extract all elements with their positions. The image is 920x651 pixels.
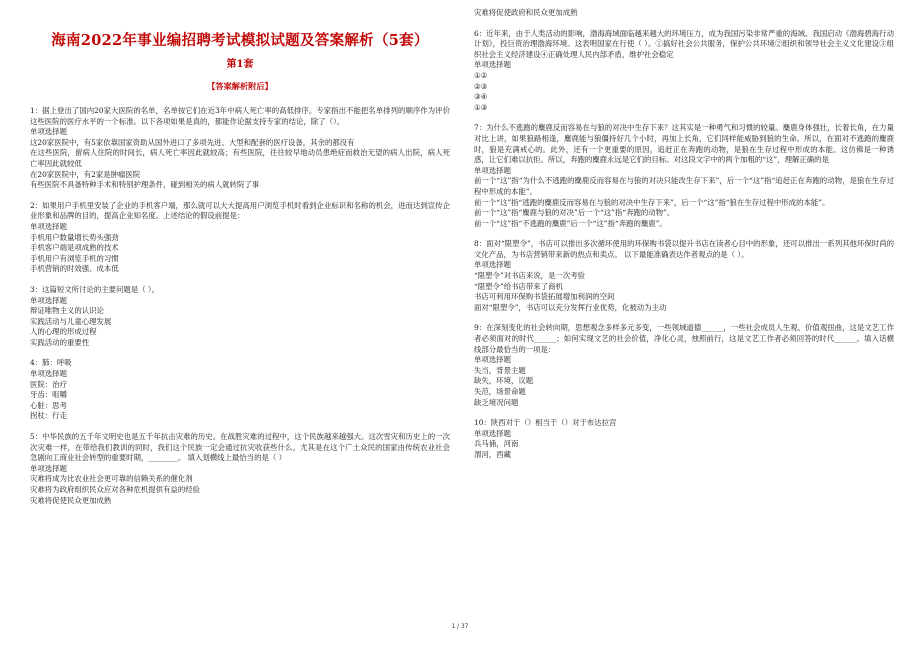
- answer-option: 失当，背景主题: [474, 365, 526, 375]
- question-type: 单项选择题: [474, 60, 511, 70]
- answer-option: 前一个“这”指“逃跑的麋鹿反而容易在与狼的对决中生存下来”，后一个“这”指“狼在生存过程中形成的本能”。: [474, 197, 830, 207]
- carryover-option-text: 灾难将促使政府和民众更加成熟: [474, 8, 578, 17]
- answer-option: 前一个“这”指“不逃跑的麋鹿”后一个“这”指“奔跑的麋鹿”。: [474, 218, 667, 228]
- question-type: 单项选择题: [30, 463, 67, 473]
- answer-option: 实践活动的重要性: [30, 337, 90, 347]
- question-type: 单项选择题: [474, 428, 511, 438]
- left-question-list: [30, 106, 450, 506]
- answer-option: 心脏：思考: [30, 400, 67, 410]
- carryover-option: [474, 8, 894, 19]
- right-column: [474, 8, 894, 471]
- answer-option: 前一个“这”指“为什么不逃跑的麋鹿反而容易在与狼的对决只能改生存下来”，后一个“这”指“追赶正在奔跑的动物，是狼在生存过程中形成的本能”。: [474, 176, 894, 196]
- set-title: 第1套: [226, 59, 254, 70]
- answer-option: 牙齿：咀嚼: [30, 390, 67, 400]
- question-block: [474, 29, 894, 114]
- answer-option: 手机营销的时效强、成本低: [30, 264, 119, 274]
- question-stem: 9：在深刻变化的社会转向期，思想观念多样多元多变，一些领域道德______，一些社会成员人生观、价值观扭曲，这是文艺工作者必须面对的时代______；如何实现文艺的社会价值，净化心灵，烛照前行，这是文艺工作者必须回答的时代______。填入话横线部分最恰当的一项是：: [474, 323, 894, 354]
- answer-option: 辩证唯物主义的认识论: [30, 306, 104, 316]
- answer-option: 渭河，西藏: [474, 449, 511, 459]
- answer-option: 兵马俑，河南: [474, 439, 519, 449]
- answer-option: “限塑令”给书店带来了商机: [474, 281, 563, 291]
- answer-option: 有些医院不具备特种手术和特别护理条件，碰到相关的病人就转院了事: [30, 180, 260, 190]
- page-number: 1 / 37: [451, 624, 469, 630]
- question-stem: 2：如果用户手机里安装了企业的手机客户端，那么就可以大大提高用户浏览手机时看到企业标识和名称的机会，进而达到宣传企业形象和品牌的目的，提高企业知名度。上述结论的假设前提是：: [30, 200, 450, 221]
- question-block: [30, 358, 450, 422]
- question-type: 单项选择题: [30, 295, 67, 305]
- question-block: [30, 285, 450, 349]
- answer-option: 缺乏境况问题: [474, 397, 519, 407]
- question-type: 单项选择题: [30, 127, 67, 137]
- question-type: 单项选择题: [474, 260, 511, 270]
- answer-option: 缺失，环境，议题: [474, 376, 534, 386]
- answer-option: 灾难将促使民众更加成熟: [30, 495, 112, 505]
- question-stem: 4：肺：呼吸: [30, 358, 72, 368]
- question-type: 单项选择题: [474, 355, 511, 365]
- document-title: 海南2022年事业编招聘考试模拟试题及答案解析（5套）: [51, 32, 429, 49]
- answer-option: 灾难将为政府组织民众应对各种危机提供有益的经验: [30, 485, 200, 494]
- question-stem: 3：这篇短文所讨论的主要问题是（ ）。: [30, 284, 159, 294]
- answer-option: 前一个“这”指“麋鹿与狼的对决”后一个“这”指“奔跑的动物”。: [474, 208, 675, 218]
- question-block: [30, 201, 450, 275]
- question-block: [474, 239, 894, 313]
- question-stem: 8：面对“限塑令”，书店可以推出多次循环使用的环保购书袋以提升书店在读者心目中的形象，还可以推出一系列其他环保时尚的文化产品，为书店营销带来新的热点和卖点。 以下最能准确表达作者观点的是（ ）。: [474, 239, 894, 259]
- answer-option: 手机客户端是项成熟的技术: [30, 243, 119, 253]
- answer-option: 这20家医院中，有5家依靠国家资助从国外进口了多项先进、大型和配套的医疗设备，其余的都没有: [30, 137, 355, 147]
- answer-option: 灾难将成为比农业社会更可靠的信赖关系的催化剂: [30, 474, 193, 484]
- answer-option: 人的心理的形成过程: [30, 327, 97, 337]
- question-stem: 1：据上登出了国内20家大医院的名单，名单按它们在近3年中病人死亡率的高低排序。专家指出不能把名单排列的顺序作为评价这些医院的医疗水平的一个标准。以下各项如果是真的，都能作论据支持专家的结论，除了（）。: [30, 106, 450, 126]
- answer-option: 手机用户数量增长势头强劲: [30, 232, 119, 242]
- answer-option: 书店可利用环保购书袋拓展增加利润的空间: [474, 292, 615, 302]
- answer-option: 医院：治疗: [30, 379, 67, 389]
- answer-option: ②③: [474, 81, 488, 91]
- answer-option: 面对“限塑令”，书店可以充分发挥行业优势，化被动为主动: [474, 302, 667, 312]
- answer-option: “限塑令”对书店来说，是一次考验: [474, 271, 586, 281]
- answer-option: 手机用户有浏览手机的习惯: [30, 253, 119, 263]
- question-stem: 7：为什么不逃跑的麋鹿反而容易在与狼的对决中生存下来？这其实是一种勇气和习惯的较量。麋鹿身体强壮，长着长角，在力量对比上讲，如果狼路相逢，麋鹿能与狼僵持好几个小时，再加上长角，它们同样能威胁到狼的生命。所以，在面对不逃跑的麋鹿时，狼是充满戒心的。此外，还有一个更重要的原因，追赶正在奔跑的动物，是狼在生存过程中形成的本能。这仿佛是一种诱惑，让它们难以抗拒。所以，奔跑的麋鹿永远是它们的目标。对这段文字中的两个加粗的“这”，理解正确的是: [474, 123, 894, 165]
- answer-option: 失范，场景命题: [474, 387, 526, 396]
- answer-option: ①③: [474, 102, 488, 112]
- question-stem: 5：中华民族的五千年文明史也是五千年抗击灾难的历史。在战胜灾难的过程中，这个民族越来越强大。这次雪灾和历史上的一次次灾难一样，在带给我们教训的同时，我们这个民族一定会通过抗灾收获些什么。尤其是在这个广土众民的国家由传统农业社会急剧向工商业社会转型的重要时期，________。 填入划横线上最恰当的是（ ）: [30, 432, 450, 463]
- question-block: [30, 432, 450, 506]
- question-type: 单项选择题: [30, 369, 67, 379]
- answer-option: 在这些医院，留病人住院的时间长，病人死亡率因此就较高；有些医院，往往较早地动员患绝症而救治无望的病人出院，病人死亡率因此就较低: [30, 148, 450, 168]
- question-block: [474, 123, 894, 229]
- answer-option: ①②: [474, 70, 488, 80]
- left-column: [30, 10, 450, 516]
- answer-option: 在20家医院中，有2家是肿瘤医院: [30, 169, 141, 179]
- answer-option: 实践活动与儿童心理发展: [30, 316, 112, 326]
- question-block: [474, 323, 894, 408]
- question-block: [474, 418, 894, 460]
- answer-note: 【答案解析附后】: [207, 81, 273, 91]
- question-stem: 6：近年来，由于人类活动的影响，渤海海域面临越来越大的环境压力，成为我国污染非常严重的海域。我国启动《渤海碧海行动计划》，投巨资治理渤海环境。这表明国家在行使（ ）。①搞好社会公共服务，保护公共环境②组织和领导社会主义文化建设③组织社会主义经济建设④正确处理人民内部矛盾，维护社会稳定: [474, 28, 894, 59]
- question-stem: 10：陕西对于（）相当于（）对于布达拉宫: [474, 418, 617, 428]
- answer-option: 拐杖：行走: [30, 411, 67, 421]
- question-type: 单项选择题: [30, 221, 67, 231]
- question-type: 单项选择题: [474, 165, 511, 175]
- right-question-list: [474, 29, 894, 461]
- question-block: [30, 106, 450, 191]
- answer-option: ③④: [474, 92, 488, 102]
